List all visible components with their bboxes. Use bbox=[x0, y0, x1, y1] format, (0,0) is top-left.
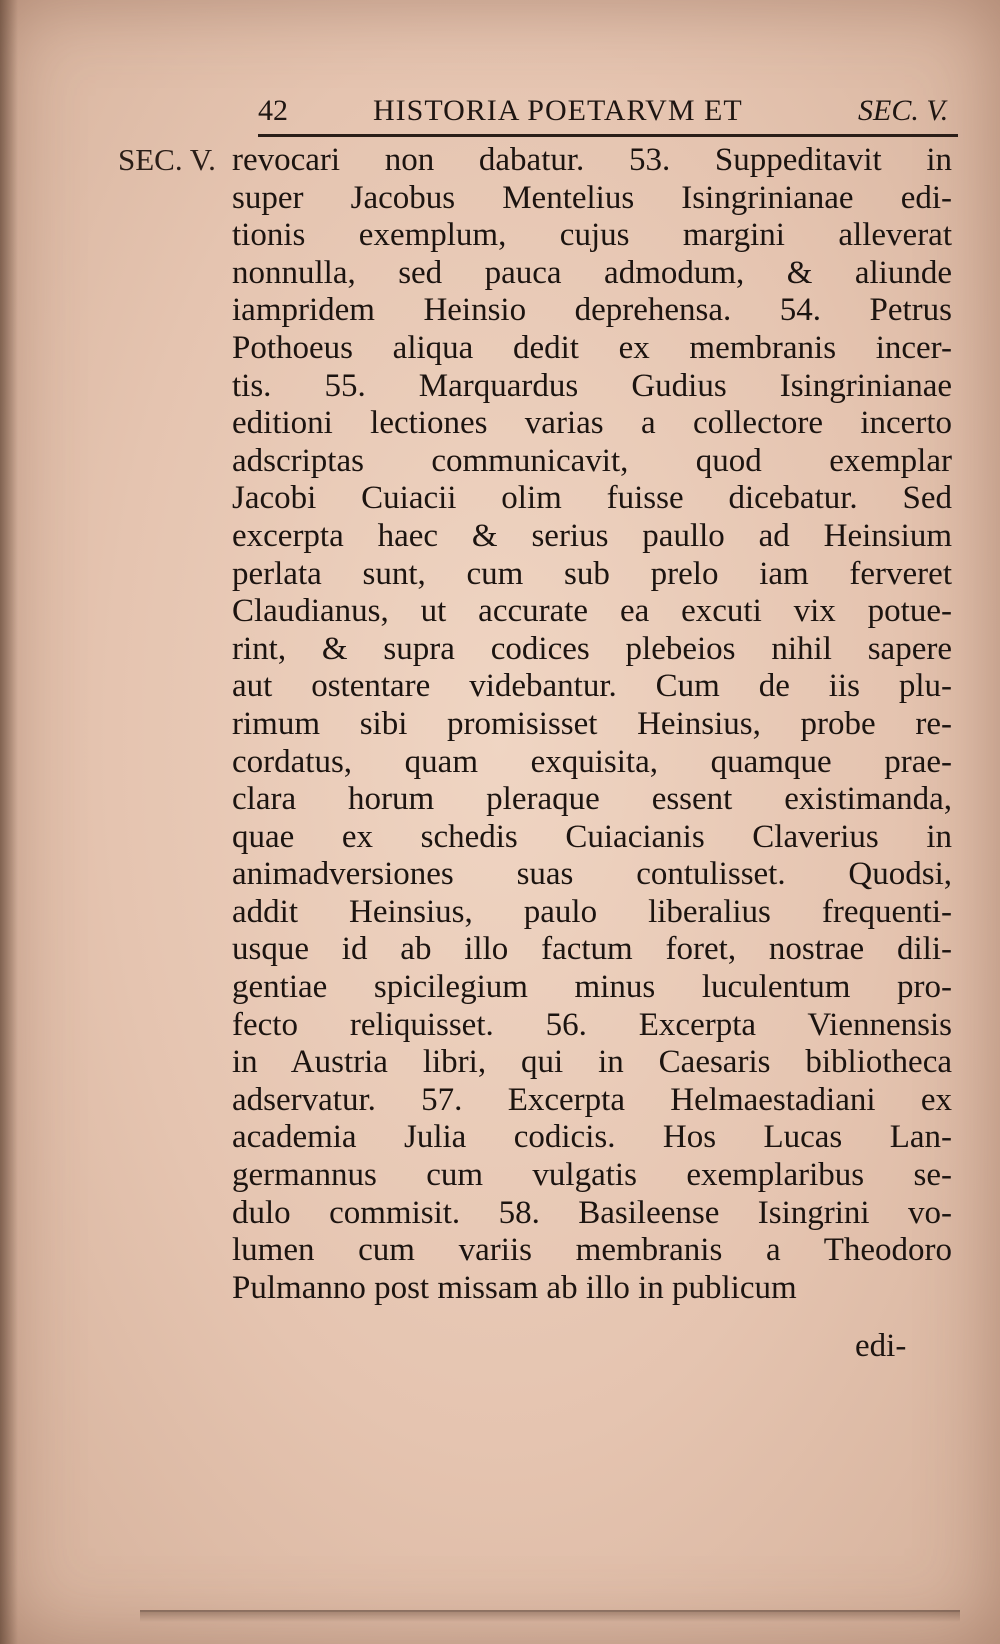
text-line: adscriptas communicavit, quod exemplar bbox=[232, 442, 952, 479]
section-label: SEC. V. bbox=[858, 94, 949, 127]
text-line: excerpta haec & serius paullo ad Heinsium bbox=[232, 517, 952, 554]
text-line: Claudianus, ut accurate ea excuti vix potue- bbox=[232, 593, 952, 630]
text-line: animadversiones suas contulisset. Quodsi, bbox=[232, 856, 952, 893]
text-line: nonnulla, sed pauca admodum, & aliunde bbox=[232, 254, 952, 291]
text-line: in Austria libri, qui in Caesaris bibliotheca bbox=[232, 1044, 952, 1081]
text-line: rimum sibi promisisset Heinsius, probe re- bbox=[232, 705, 952, 742]
text-line: revocari non dabatur. 53. Suppeditavit in bbox=[232, 142, 952, 178]
page-number: 42 bbox=[258, 94, 288, 127]
text-line: aut ostentare videbantur. Cum de iis plu- bbox=[232, 668, 952, 705]
text-line: Pulmanno post missam ab illo in publicum bbox=[232, 1269, 797, 1306]
gutter-shadow bbox=[0, 0, 18, 1644]
text-line: super Jacobus Mentelius Isingrinianae edi- bbox=[232, 179, 952, 216]
catchword: edi- bbox=[855, 1328, 907, 1364]
text-line: germannus cum vulgatis exemplaribus se- bbox=[232, 1157, 952, 1194]
text-line: quae ex schedis Cuiacianis Claverius in bbox=[232, 818, 952, 855]
page-bottom-edge bbox=[140, 1610, 960, 1622]
text-line: usque id ab illo factum foret, nostrae dili- bbox=[232, 931, 952, 968]
text-line: tis. 55. Marquardus Gudius Isingrinianae bbox=[232, 367, 952, 404]
header-rule bbox=[258, 134, 958, 137]
text-line: gentiae spicilegium minus luculentum pro- bbox=[232, 969, 952, 1006]
text-line: perlata sunt, cum sub prelo iam ferveret bbox=[232, 555, 952, 592]
text-line: fecto reliquisset. 56. Excerpta Viennensis bbox=[232, 1006, 952, 1043]
text-line: tionis exemplum, cujus margini alleverat bbox=[232, 217, 952, 254]
margin-note: SEC. V. bbox=[118, 142, 216, 177]
text-line: rint, & supra codices plebeios nihil sapere bbox=[232, 630, 952, 667]
text-line: addit Heinsius, paulo liberalius frequenti- bbox=[232, 893, 952, 930]
text-line: clara horum pleraque essent existimanda, bbox=[232, 781, 952, 818]
text-line: academia Julia codicis. Hos Lucas Lan- bbox=[232, 1119, 952, 1156]
body-text bbox=[232, 142, 952, 1307]
text-line: cordatus, quam exquisita, quamque prae- bbox=[232, 743, 952, 780]
text-line: iampridem Heinsio deprehensa. 54. Petrus bbox=[232, 292, 952, 329]
running-head bbox=[258, 94, 958, 134]
text-line: editioni lectiones varias a collectore incerto bbox=[232, 405, 952, 442]
text-line: dulo commisit. 58. Basileense Isingrini vo- bbox=[232, 1194, 952, 1231]
text-line: Pothoeus aliqua dedit ex membranis incer- bbox=[232, 329, 952, 366]
text-line: Jacobi Cuiacii olim fuisse dicebatur. Sed bbox=[232, 480, 952, 517]
running-title: HISTORIA POETARVM ET bbox=[373, 94, 743, 127]
text-line: adservatur. 57. Excerpta Helmaestadiani ex bbox=[232, 1081, 952, 1118]
text-line: lumen cum variis membranis a Theodoro bbox=[232, 1232, 952, 1269]
